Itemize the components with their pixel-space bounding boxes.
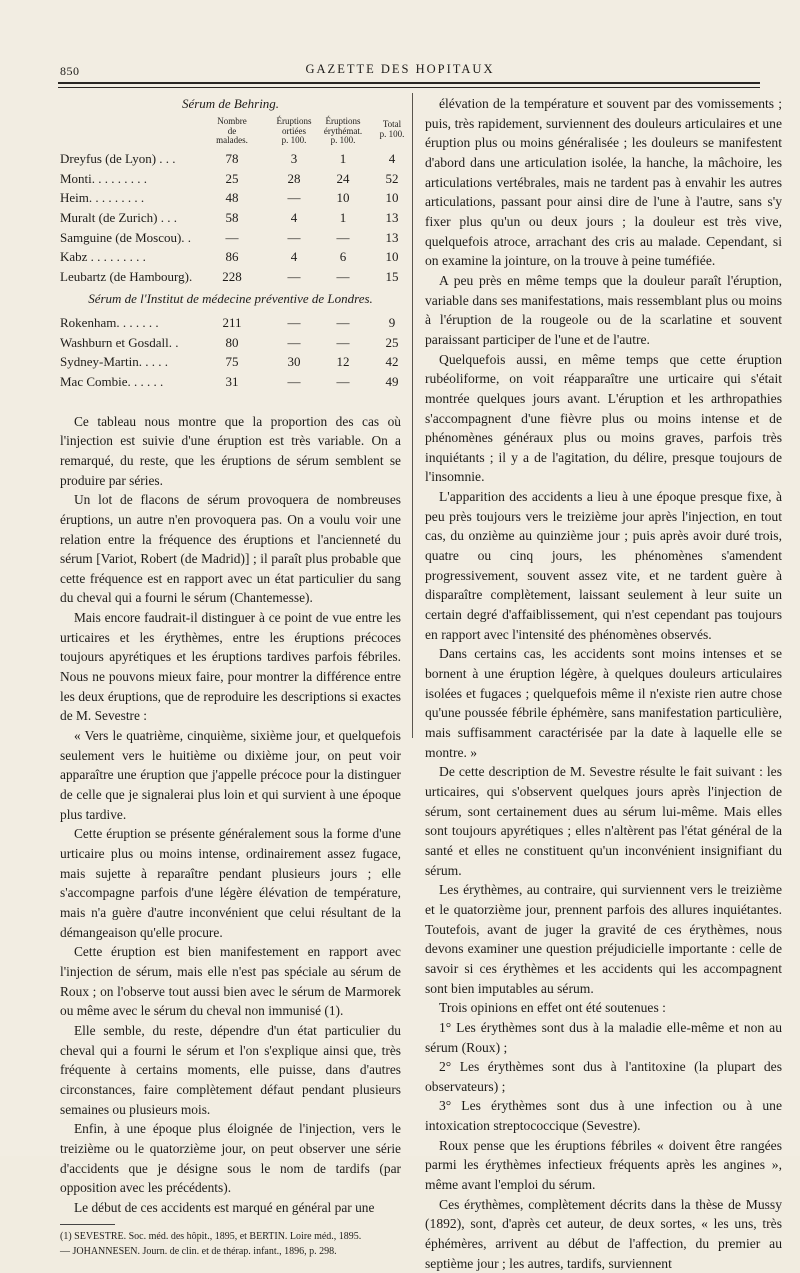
cell-malades: 58 [225,210,239,226]
cell-malades: 48 [225,190,239,206]
row-name: Muralt (de Zurich) . . . [60,210,177,226]
row-name: Kabz . . . . . . . . . [60,249,146,265]
row-name: Dreyfus (de Lyon) . . . [60,151,176,166]
cell-erythemat: — [336,314,350,330]
cell-erythemat: 12 [336,354,350,370]
table-row [60,149,401,169]
column-header: Total [382,119,402,129]
page-number: 850 [60,64,80,78]
table-row [60,208,401,228]
cell-ortiees: — [287,373,301,389]
paragraph: Le début de ces accidents est marqué en général par une [74,1199,375,1215]
table-row [60,313,401,333]
table-row [60,372,401,392]
cell-total: 10 [385,190,399,206]
cell-ortiees: — [287,269,301,285]
paragraph: Elle semble, du reste, dépendre d'un état particulier du cheval qui a fourni le sérum et l'on s'explique ainsi que, très fréquente à certains moments, elle puisse, dans d'autres circonstances, faire complètement défaut pendant plusieurs semaines ou plusieurs mois. [60,1022,401,1117]
cell-erythemat: 10 [336,190,350,206]
paragraph: Cette éruption est bien manifestement en rapport avec l'injection de sérum, mais elle n'est pas spéciale au sérum de Roux ; on l'observe tout aussi bien avec le sérum de Marmorek ou même avec le sérum du cheval non immunisé (1). [60,944,401,1019]
header-rule-thin [58,87,760,88]
row-name: Washburn et Gosdall. . [60,334,179,350]
cell-malades: 80 [225,334,239,350]
paragraph: Cette éruption se présente généralement sous la forme d'une urticaire plus ou moins intense, ordinairement assez fugace, mais sujette à reparaître pendant plusieurs jours ; elle s'accompagne parfois d'une légère élévation de température, mais n'a guère d'autre inconvénient que celui résultant de la démangeaison qu'elle procure. [60,826,401,940]
cell-erythemat: 1 [339,151,347,166]
paragraph: élévation de la température et souvent par des vomissements ; puis, très rapidement, surviennent des douleurs articulaires et une éruption plus ou moins généralisée ; les douleurs se manifestent d'abord dans une articulation isolée, la hanche, la mâchoire, les articulations vertébrales, mais ne tardent pas à envahir les autres articulations, passant pour ainsi dire de l'une à l'autre, sans s'y fixer plus qu'un ou deux jours ; la douleur est très vive, quelquefois atroce, arrachant des cris au malade. Cependant, si on examine la jointure, on la trouve à peine tuméfiée. [425,96,782,269]
paragraph: « Vers le quatrième, cinquième, sixième jour, et quelquefois seulement vers le huitième ou dixième jour, on peut voir apparaître une éruption que j'appelle précoce pour la distinguer de celle que je signalerai plus loin et qui survient à une époque plus tardive. [60,728,401,822]
row-name: Monti. . . . . . . . . [60,170,148,186]
paragraph: Quelquefois aussi, en même temps que cette éruption rubéoliforme, on voit réapparaître une urticaire qui s'était montrée quelques jours avant. L'éruption et les arthropathies s'accompagnent d'une fièvre plus ou moins intense et de phénomènes généraux plus ou moins graves, parfois très inquiétants ; il y a de l'agitation, du délire, presque toujours de l'insomnie. [425,351,782,485]
row-name: Mac Combie. . . . . . [60,373,164,389]
running-title: GAZETTE DES HOPITAUX [305,62,495,76]
table-body-londres [60,313,401,392]
paragraph: Mais encore faudrait-il distinguer à ce point de vue entre les urticaires et les érythèmes, entre les éruptions précoces toujours apyrétiques et les éruptions tardives parfois fébriles. Nous ne pouvons mieux faire, pour montrer la différence entre les deux éruptions, que de reproduire les descriptions si exactes de M. Sevestre : [60,610,401,724]
paragraph: Enfin, à une époque plus éloignée de l'injection, vers le treizième ou le quatorzième jour, on peut observer une série d'accidents que je désigne sous le nom de tardifs (par opposition avec les précédents). [60,1121,401,1196]
paragraph: Les érythèmes, au contraire, qui surviennent vers le treizième et le quatorzième jour, prennent parfois des allures inquiétantes. Toutefois, avant de juger la gravité de ces érythèmes, nous devons examiner une question préjudicielle importante : celle de savoir si ces érythèmes et les accidents qui les accompagnent sont bien imputables au sérum. [425,882,782,996]
column-header: malades. [216,135,248,145]
cell-ortiees: 4 [290,210,298,226]
column-header: de [227,125,237,136]
column-header: p. 100. [379,128,405,139]
paragraph: Ce tableau nous montre que la proportion des cas où l'injection est suivie d'une éruption est très variable. On a remarqué, du reste, que les éruptions de sérum semblent se produire par séries. [60,413,401,488]
cell-malades: 31 [225,373,239,389]
cell-total: 4 [388,151,396,166]
table-header [60,116,405,149]
cell-erythemat: — [336,373,350,389]
cell-total: 42 [385,354,399,370]
paragraph: L'apparition des accidents a lieu à une époque presque fixe, à peu près toujours vers le treizième jour après l'injection, en tout cas, du onzième au quinzième jour ; puis après avoir duré trois, quatre ou cinq jours, les phénomènes s'amendent progressivement, souvent assez vite, et ne tardent guère à disparaître complètement, laissant seulement à leur suite un certain degré d'affaiblissement, qui n'est cependant pas toujours en rapport avec l'intensité des phénomènes observés. [425,489,782,642]
paragraph: Roux pense que les éruptions fébriles « doivent être rangées parmi les érythèmes infectieux fréquents après les angines », même avant l'emploi du sérum. [425,1137,782,1193]
paragraph: A peu près en même temps que la douleur paraît l'éruption, variable dans ses manifestations, mais ressemblant plus ou moins à l'éruption de la rougeole ou de la scarlatine et souvent paraissant participer de l'une et de l'autre. [425,272,782,347]
cell-erythemat: 1 [339,210,347,226]
table-row [60,267,401,287]
cell-erythemat: 6 [339,249,347,265]
paragraph: De cette description de M. Sevestre résulte le fait suivant : les urticaires, qui s'observent quelques jours après l'injection de sérum, sont certainement dues au sérum lui-même. Mais elles sont toujours apyrétiques ; elles n'altèrent pas l'état général de la santé et elles ne constituent qu'un inconvénient insignifiant du sérum. [425,764,782,878]
cell-ortiees: 3 [290,151,298,166]
column-header: ortiées [282,125,306,136]
cell-ortiees: 28 [287,170,301,186]
table-row [60,169,401,189]
cell-erythemat: — [336,229,350,245]
footnote-rule [60,1224,115,1225]
paragraph: 3° Les érythèmes sont dus à une infection ou à une intoxication streptococcique (Sevestre). [425,1098,782,1134]
cell-malades: 86 [225,249,239,265]
cell-ortiees: 4 [290,249,298,265]
cell-total: 9 [388,314,396,330]
row-name: Sydney-Martin. . . . . [60,354,168,370]
paragraph: 2° Les érythèmes sont dus à l'antitoxine (la plupart des observateurs) ; [425,1059,782,1094]
footnote: (1) SEVESTRE. Soc. méd. des hôpit., 1895, et BERTIN. Loire méd., 1895. [60,1231,362,1243]
cell-malades: 78 [225,151,239,166]
column-header: Éruptions [325,116,361,126]
left-column [60,96,405,1259]
cell-malades: 211 [222,314,242,330]
cell-malades: 228 [222,269,242,285]
cell-ortiees: — [287,229,301,245]
paragraph: Un lot de flacons de sérum provoquera de nombreuses éruptions, un autre n'en provoquera pas. On a voulu voir une relation entre la fréquence des éruptions et l'ancienneté du sérum [Variot, Robert (de Madrid)] ; il paraît plus probable que cette fréquence est en rapport avec un état particulier du sang du cheval qui a fourni le sérum (Chantemesse). [60,492,401,606]
cell-ortiees: — [287,334,301,350]
header-rule [58,82,760,84]
table-row [60,228,401,248]
column-header: Nombre [217,116,247,126]
column-header: p. 100. [330,135,356,145]
cell-total: 25 [385,334,399,350]
paragraph: Trois opinions en effet ont été soutenues : [439,1000,666,1016]
cell-ortiees: — [287,190,301,206]
column-header: Éruptions [276,116,312,126]
cell-malades: — [225,229,239,245]
cell-malades: 75 [225,354,239,370]
column-divider [412,93,413,738]
cell-malades: 25 [225,170,239,186]
cell-total: 15 [385,269,399,285]
right-text [425,94,782,1273]
cell-total: 10 [385,249,399,265]
row-name: Samguine (de Moscou). . [60,229,192,245]
table-body-behring [60,149,401,287]
cell-erythemat: — [336,269,350,285]
table-row [60,333,401,353]
column-header: érythémat. [323,125,363,136]
table-caption-behring: Sérum de Behring. [181,96,280,111]
cell-total: 13 [385,210,399,226]
row-name: Heim. . . . . . . . . [60,190,145,206]
table-row [60,352,401,372]
cell-ortiees: — [287,314,301,330]
paragraph: Dans certains cas, les accidents sont moins intenses et se bornent à une éruption légère, à quelques douleurs articulaires isolées et fugaces ; quelquefois même il n'existe rien autre chose qu'une poussée fébrile éphémère, sans manifestation particulière, mais suffisamment caractérisée par la date à laquelle elle se montre. » [425,646,782,760]
cell-erythemat: 24 [336,170,350,186]
table-row [60,247,401,267]
cell-ortiees: 30 [287,354,301,370]
row-name: Rokenham. . . . . . . [60,314,159,330]
cell-erythemat: — [336,334,350,350]
cell-total: 52 [385,170,399,186]
paragraph: 1° Les érythèmes sont dus à la maladie elle-même et non au sérum (Roux) ; [425,1019,782,1055]
right-column [425,94,782,1273]
left-text [60,412,401,1218]
cell-total: 13 [385,229,399,245]
column-header: p. 100. [281,135,307,145]
paragraph: Ces érythèmes, complètement décrits dans la thèse de Mussy (1892), sont, d'après cet auteur, de deux sortes, « les uns, très éphémères, arrivent au début de l'affection, du premier au septième jour ; les autres, tardifs, surviennent [425,1196,782,1271]
row-name: Leubartz (de Hambourg). [60,269,193,285]
table-caption-londres: Sérum de l'Institut de médecine préventive de Londres. [88,290,373,306]
cell-total: 49 [385,373,399,389]
footnote: — JOHANNESEN. Journ. de clin. et de thérap. infant., 1896, p. 298. [60,1246,337,1258]
table-row [60,188,401,208]
